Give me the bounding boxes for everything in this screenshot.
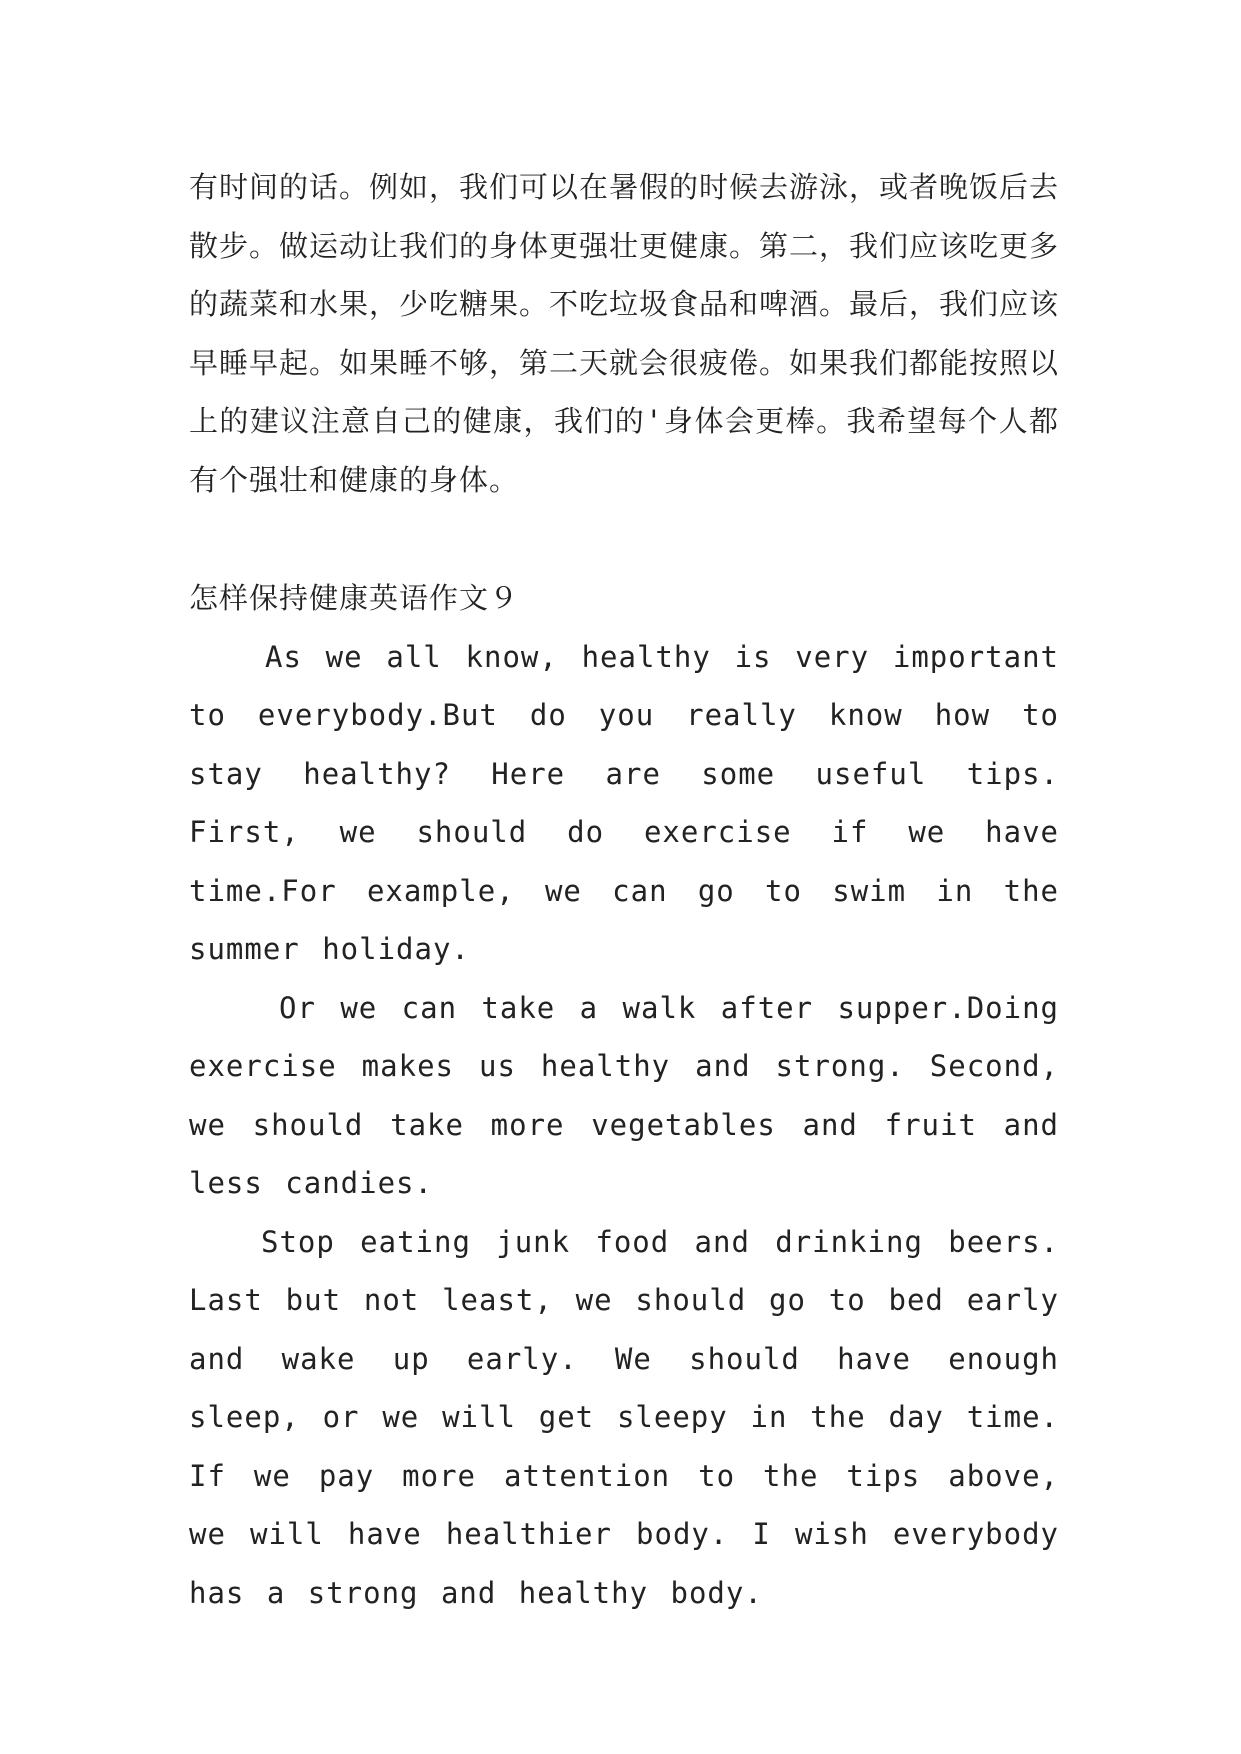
english-paragraph-2: Or we can take a walk after supper.Doing exercise makes us healthy and strong. Second, we should take more vegetables and fruit and less candies.	[189, 990, 1059, 1200]
section-title: 怎样保持健康英语作文９	[189, 581, 520, 615]
document-body	[189, 158, 1059, 1622]
english-paragraph-1: As we all know, healthy is very important to everybody.But do you really know how to stay healthy? Here are some useful tips. First, we should do exercise if we have time.For example, we can go to swim in the summer holiday.	[189, 639, 1059, 966]
english-paragraph-3: Stop eating junk food and drinking beers. Last but not least, we should go to bed early and wake up early. We should have enough sleep, or we will get sleepy in the day time. If we pay more attention to the tips above, we will have healthier body. I wish everybody has a strong and healthy body.	[189, 1224, 1059, 1610]
chinese-paragraph: 有时间的话。例如，我们可以在暑假的时候去游泳，或者晚饭后去散步。做运动让我们的身体更强壮更健康。第二，我们应该吃更多的蔬菜和水果，少吃糖果。不吃垃圾食品和啤酒。最后，我们应该早睡早起。如果睡不够，第二天就会很疲倦。如果我们都能按照以上的建议注意自己的健康，我们的'身体会更棒。我希望每个人都有个强壮和健康的身体。	[189, 170, 1060, 497]
